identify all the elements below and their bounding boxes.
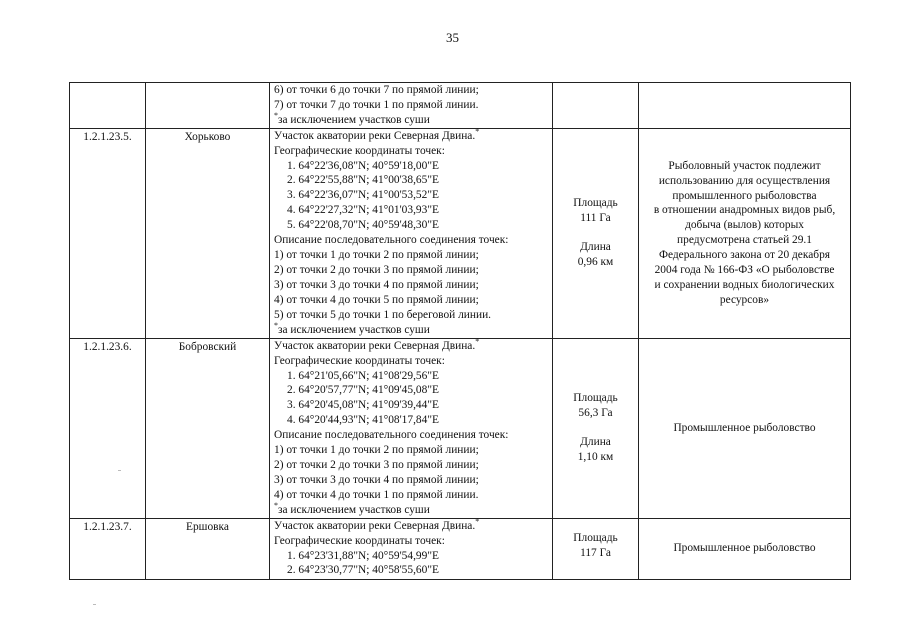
purpose-line: добыча (вылов) которых bbox=[685, 219, 804, 232]
scan-speck bbox=[93, 604, 96, 605]
row-number-cell: 1.2.1.23.6. bbox=[70, 338, 146, 518]
sequence-line: 2) от точки 2 до точки 3 по прямой линии; bbox=[274, 263, 479, 276]
coordinate-item: 2. 64°22'55,88"N; 41°00'38,65"E bbox=[287, 174, 439, 187]
area-label: Площадь bbox=[573, 197, 618, 210]
row-name-cell: Бобровский bbox=[146, 338, 270, 518]
row-purpose-cell bbox=[639, 338, 851, 518]
row-description-cell bbox=[270, 518, 553, 579]
sequence-line: 6) от точки 6 до точки 7 по прямой линии; bbox=[274, 84, 479, 96]
sequence-line: 3) от точки 3 до точки 4 по прямой линии; bbox=[274, 473, 479, 486]
coords-title: Географические координаты точек: bbox=[274, 144, 445, 157]
purpose-line: и сохранении водных биологических bbox=[654, 278, 835, 291]
table-row bbox=[70, 83, 851, 129]
area-label: Площадь bbox=[573, 392, 618, 405]
row-area-cell bbox=[553, 338, 639, 518]
area-intro: Участок акватории реки Северная Двина.* bbox=[274, 336, 480, 352]
row-number-cell bbox=[70, 83, 146, 129]
coordinate-item: 2. 64°20'57,77"N; 41°09'45,08"E bbox=[287, 384, 439, 397]
area-value: 111 Га bbox=[580, 212, 611, 225]
coords-title: Географические координаты точек: bbox=[274, 534, 445, 547]
row-purpose-cell bbox=[639, 83, 851, 129]
length-value: 0,96 км bbox=[577, 256, 614, 269]
coordinate-item: 4. 64°22'27,32"N; 41°01'03,93"E bbox=[287, 204, 439, 217]
sequence-line: 7) от точки 7 до точки 1 по прямой линии. bbox=[274, 98, 479, 111]
row-purpose-cell bbox=[639, 128, 851, 338]
coordinate-item: 4. 64°20'44,93"N; 41°08'17,84"E bbox=[287, 414, 439, 427]
table-row bbox=[70, 338, 851, 518]
purpose-line: в отношении анадромных видов рыб, bbox=[653, 204, 836, 217]
row-purpose-cell bbox=[639, 518, 851, 579]
sequence-line: 5) от точки 5 до точки 1 по береговой линии. bbox=[274, 308, 492, 321]
scan-speck bbox=[118, 470, 121, 471]
table-row bbox=[70, 128, 851, 338]
sequence-line: 3) от точки 3 до точки 4 по прямой линии; bbox=[274, 278, 479, 291]
purpose-line: Промышленное рыболовство bbox=[673, 542, 816, 555]
sequence-title: Описание последовательного соединения точек: bbox=[274, 429, 509, 442]
purpose-line: Промышленное рыболовство bbox=[673, 421, 816, 434]
coordinate-item: 1. 64°21'05,66"N; 41°08'29,56"E bbox=[287, 369, 439, 382]
length-label: Длина bbox=[580, 241, 611, 254]
coordinate-item: 2. 64°23'30,77"N; 40°58'55,60"E bbox=[287, 564, 439, 577]
row-description-cell bbox=[270, 338, 553, 518]
table-row bbox=[70, 518, 851, 579]
sequence-line: 1) от точки 1 до точки 2 по прямой линии; bbox=[274, 248, 479, 261]
area-label: Площадь bbox=[573, 531, 618, 544]
coordinate-item: 3. 64°22'36,07"N; 41°00'53,52"E bbox=[287, 189, 439, 202]
coordinate-item: 3. 64°20'45,08"N; 41°09'39,44"E bbox=[287, 399, 439, 412]
footnote-line: *за исключением участков суши bbox=[274, 320, 430, 336]
row-description-cell bbox=[270, 83, 553, 129]
purpose-line: предусмотрена статьей 29.1 bbox=[677, 234, 812, 247]
length-value: 1,10 км bbox=[577, 451, 614, 464]
row-number-cell: 1.2.1.23.5. bbox=[70, 128, 146, 338]
row-area-cell bbox=[553, 83, 639, 129]
row-name-cell: Хорьково bbox=[146, 128, 270, 338]
area-intro: Участок акватории реки Северная Двина.* bbox=[274, 516, 480, 532]
purpose-line: промышленного рыболовства bbox=[672, 189, 817, 202]
sequence-line: 4) от точки 4 до точки 1 по прямой линии. bbox=[274, 488, 479, 501]
coordinate-item: 5. 64°22'08,70"N; 40°59'48,30"E bbox=[287, 219, 439, 232]
footnote-line: *за исключением участков суши bbox=[274, 500, 430, 516]
area-value: 56,3 Га bbox=[578, 407, 613, 420]
sequence-line: 4) от точки 4 до точки 5 по прямой линии; bbox=[274, 293, 479, 306]
area-intro: Участок акватории реки Северная Двина.* bbox=[274, 126, 480, 142]
coordinate-item: 1. 64°23'31,88"N; 40°59'54,99"E bbox=[287, 549, 439, 562]
row-area-cell bbox=[553, 518, 639, 579]
purpose-line: Рыболовный участок подлежит bbox=[668, 159, 821, 172]
row-area-cell bbox=[553, 128, 639, 338]
sequence-title: Описание последовательного соединения точек: bbox=[274, 234, 509, 247]
coordinate-item: 1. 64°22'36,08"N; 40°59'18,00"E bbox=[287, 159, 439, 172]
area-value: 117 Га bbox=[580, 546, 611, 559]
footnote-line: *за исключением участков суши bbox=[274, 111, 430, 126]
page-number: 35 bbox=[446, 30, 459, 45]
row-name-cell bbox=[146, 83, 270, 129]
purpose-line: использованию для осуществления bbox=[658, 174, 831, 187]
row-name-cell: Ершовка bbox=[146, 518, 270, 579]
row-description-cell bbox=[270, 128, 553, 338]
fishing-areas-table bbox=[69, 82, 851, 580]
coords-title: Географические координаты точек: bbox=[274, 354, 445, 367]
sequence-line: 2) от точки 2 до точки 3 по прямой линии; bbox=[274, 458, 479, 471]
purpose-line: ресурсов» bbox=[719, 293, 770, 306]
sequence-line: 1) от точки 1 до точки 2 по прямой линии; bbox=[274, 444, 479, 457]
purpose-line: Федерального закона от 20 декабря bbox=[658, 249, 831, 262]
row-number-cell: 1.2.1.23.7. bbox=[70, 518, 146, 579]
length-label: Длина bbox=[580, 436, 611, 449]
purpose-line: 2004 года № 166-ФЗ «О рыболовстве bbox=[654, 264, 835, 277]
